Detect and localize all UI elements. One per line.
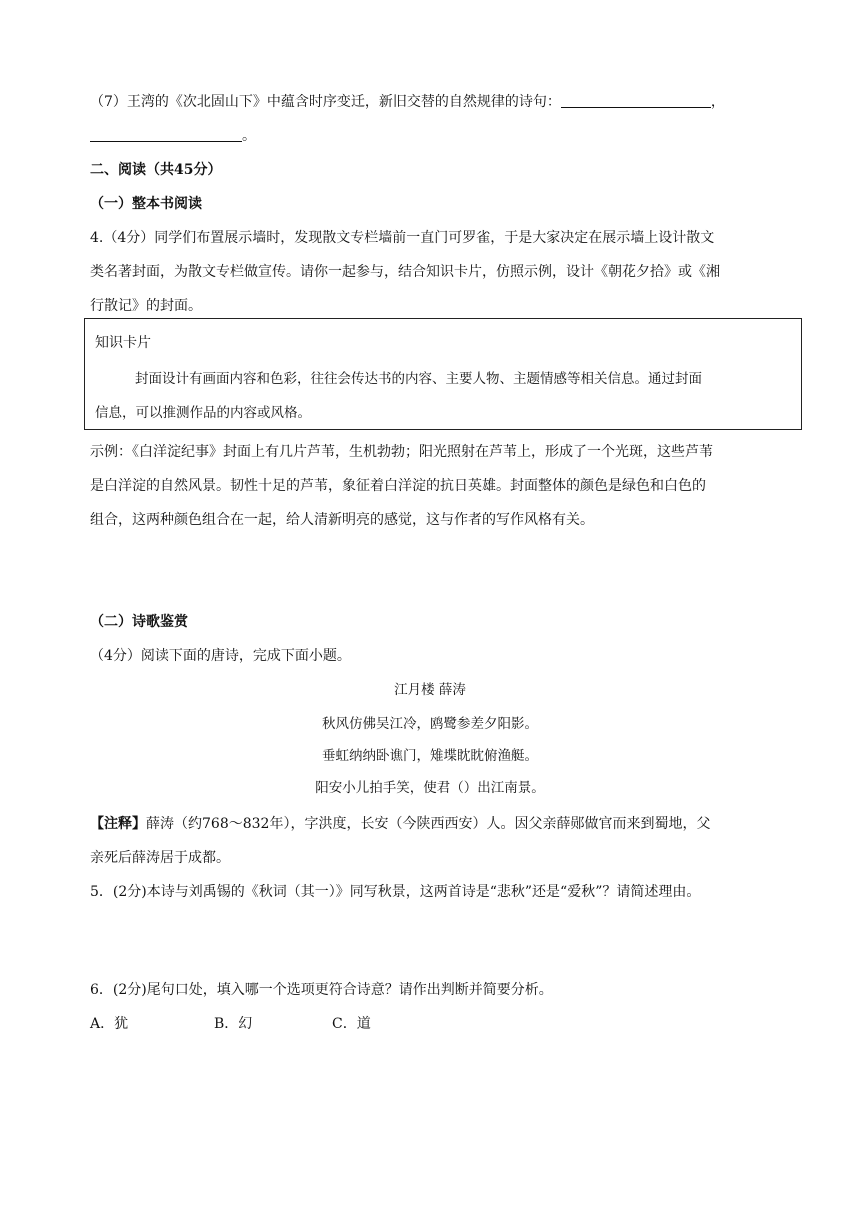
poem-title: 江月楼 薛涛 [394, 682, 466, 698]
option-b: B．幻 [214, 1016, 253, 1032]
subsection-heading-whole-book: （一）整本书阅读 [90, 196, 202, 212]
question-7-comma: ， [710, 94, 725, 110]
question-7 [90, 92, 725, 112]
option-a: A．犹 [90, 1016, 129, 1032]
knowledge-card [84, 318, 802, 430]
question-4-line: 4.（4分）同学们布置展示墙时，发现散文专栏墙前一直门可罗雀，于是大家决定在展示墙上设计散文 [90, 230, 715, 246]
annotation [90, 814, 710, 834]
answer-blank-2 [90, 127, 242, 142]
poem-intro: （4分）阅读下面的唐诗，完成下面小题。 [90, 648, 351, 664]
question-6: 6．(2分)尾句口处，填入哪一个选项更符合诗意？请作出判断并简要分析。 [90, 982, 553, 998]
annotation-text: 薛涛（约768～832年），字洪度，长安（今陕西西安）人。因父亲薛郧做官而来到蜀地，父 [146, 816, 711, 832]
section-heading-reading: 二、阅读（共45分） [90, 162, 222, 178]
question-7-period: 。 [242, 128, 256, 144]
example-line: 示例：《白洋淀纪事》封面上有几片芦苇，生机勃勃；阳光照射在芦苇上，形成了一个光斑，这些芦苇 [90, 444, 713, 460]
poem-line: 垂虹纳纳卧谯门，雉堞眈眈俯渔艇。 [322, 748, 538, 764]
annotation-continued: 亲死后薛涛居于成都。 [90, 850, 230, 866]
poem-line: 秋风仿佛吴江冷，鸥鹭参差夕阳影。 [322, 716, 538, 732]
option-c: C．道 [332, 1016, 371, 1032]
annotation-label: 【注释】 [90, 816, 146, 832]
example-line: 是白洋淀的自然风景。韧性十足的芦苇，象征着白洋淀的抗日英雄。封面整体的颜色是绿色和白色的 [90, 478, 706, 494]
subsection-heading-poetry: （二）诗歌鉴赏 [90, 614, 188, 630]
question-7-continued [90, 126, 256, 146]
example-line: 组合，这两种颜色组合在一起，给人清新明亮的感觉，这与作者的写作风格有关。 [90, 512, 594, 528]
question-5: 5．(2分)本诗与刘禹锡的《秋词（其一）》同写秋景，这两首诗是“悲秋”还是“爱秋”？请简述理由。 [90, 884, 701, 900]
question-7-text: （7）王湾的《次北固山下》中蕴含时序变迁，新旧交替的自然规律的诗句： [90, 94, 561, 110]
poem-line: 阳安小儿拍手笑，使君（）出江南景。 [315, 780, 545, 796]
question-4-line: 类名著封面，为散文专栏做宣传。请你一起参与，结合知识卡片，仿照示例，设计《朝花夕拾》或《湘 [90, 264, 720, 280]
knowledge-card-text: 信息，可以推测作品的内容或风格。 [95, 405, 311, 421]
knowledge-card-title: 知识卡片 [95, 335, 151, 351]
answer-blank-1 [561, 93, 711, 108]
knowledge-card-text: 封面设计有画面内容和色彩，往往会传达书的内容、主要人物、主题情感等相关信息。通过封面 [135, 371, 702, 387]
question-4-line: 行散记》的封面。 [90, 298, 202, 314]
